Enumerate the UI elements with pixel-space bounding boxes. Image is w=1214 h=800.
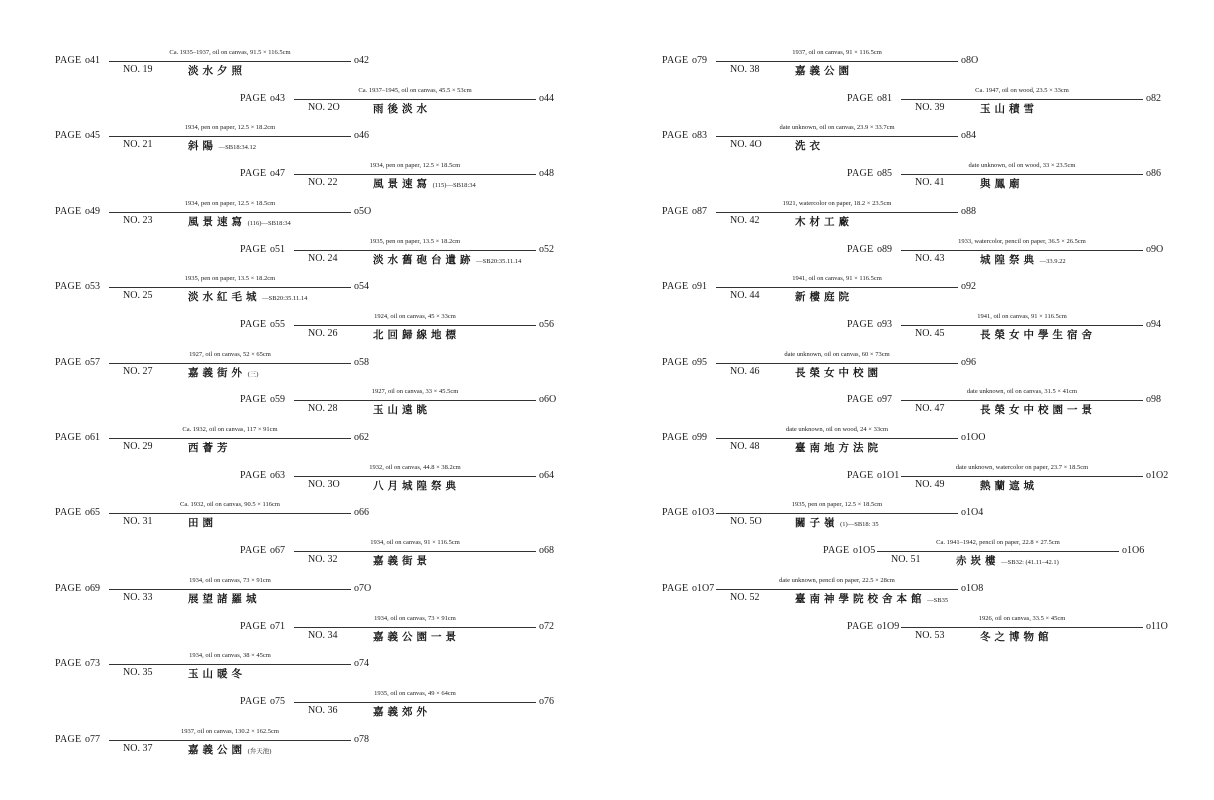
catalog-entry bbox=[662, 275, 1182, 311]
artwork-title: 冬之博物館 bbox=[980, 631, 1053, 643]
page-start: o55 bbox=[270, 318, 285, 330]
leader-rule bbox=[294, 325, 536, 326]
page-end: o7O bbox=[354, 582, 372, 594]
leader-rule bbox=[294, 702, 536, 703]
leader-rule bbox=[294, 250, 536, 251]
page-start: o1O7 bbox=[692, 582, 715, 594]
leader-rule bbox=[716, 513, 958, 514]
leader-rule bbox=[109, 740, 351, 741]
artwork-number: NO. 21 bbox=[123, 139, 153, 151]
leader-rule bbox=[109, 363, 351, 364]
artwork-title: 淡水紅毛城 —SB20:35.11.14 bbox=[188, 292, 308, 304]
leader-rule bbox=[294, 99, 536, 100]
page-label: PAGE bbox=[662, 205, 689, 217]
leader-rule bbox=[716, 287, 958, 288]
page-start: o73 bbox=[85, 658, 100, 670]
artwork-details: Ca. 1937–1945, oil on canvas, 45.5 × 53cm bbox=[358, 86, 472, 94]
page-start: o1O3 bbox=[692, 507, 715, 519]
page-start: o1O9 bbox=[877, 620, 900, 632]
page-end: o1OO bbox=[961, 432, 986, 443]
artwork-details: 1937, oil on canvas, 91 × 116.5cm bbox=[792, 49, 882, 56]
artwork-note: —SB32: (41.11–42.1) bbox=[999, 559, 1059, 567]
page-label: PAGE bbox=[662, 356, 689, 368]
artwork-number: NO. 45 bbox=[915, 327, 945, 339]
catalog-entry bbox=[240, 689, 760, 726]
artwork-title: 洗衣 bbox=[795, 141, 824, 153]
page-end: o98 bbox=[1146, 394, 1161, 406]
page-label: PAGE bbox=[240, 620, 267, 632]
catalog-entry bbox=[240, 312, 760, 349]
page-label: PAGE bbox=[662, 130, 689, 142]
leader-rule bbox=[109, 513, 351, 514]
artwork-details: 1935, pen on paper, 13.5 × 18.2cm bbox=[184, 275, 276, 283]
artwork-number: NO. 35 bbox=[123, 667, 153, 679]
artwork-title: 西薈芳 bbox=[188, 443, 232, 454]
page-end: o1O8 bbox=[961, 582, 984, 594]
page-label: PAGE bbox=[847, 243, 874, 255]
page-start: o79 bbox=[692, 55, 707, 66]
page-end: o54 bbox=[354, 281, 369, 293]
artwork-number: NO. 38 bbox=[730, 64, 760, 75]
page-end: o52 bbox=[539, 243, 554, 255]
page-label: PAGE bbox=[55, 281, 82, 293]
page-label: PAGE bbox=[662, 281, 689, 293]
page-start: o47 bbox=[270, 168, 285, 180]
artwork-title: 展望諸羅城 bbox=[188, 593, 261, 605]
artwork-number: NO. 19 bbox=[123, 64, 153, 75]
leader-rule bbox=[716, 136, 958, 137]
page-end: o94 bbox=[1146, 318, 1161, 330]
artwork-number: NO. 32 bbox=[308, 554, 338, 566]
page-end: o84 bbox=[961, 130, 976, 142]
artwork-details: date unknown, oil on canvas, 31.5 × 41cm bbox=[966, 388, 1078, 396]
leader-rule bbox=[716, 212, 958, 213]
artwork-number: NO. 24 bbox=[308, 252, 338, 264]
catalog-entry bbox=[240, 614, 760, 651]
artwork-title: 木材工廠 bbox=[795, 216, 853, 228]
artwork-number: NO. 48 bbox=[730, 441, 760, 452]
artwork-details: date unknown, oil on wood, 33 × 23.5cm bbox=[968, 162, 1076, 170]
page-end: o86 bbox=[1146, 168, 1161, 180]
page-end: o58 bbox=[354, 356, 369, 368]
artwork-title: 風景速寫 (116)—SB18:34 bbox=[188, 216, 291, 228]
page-end: o8O bbox=[961, 55, 979, 66]
page-start: o69 bbox=[85, 582, 100, 594]
leader-rule bbox=[109, 589, 351, 590]
page-start: o57 bbox=[85, 356, 100, 368]
page-end: o96 bbox=[961, 356, 976, 368]
leader-rule bbox=[716, 61, 958, 62]
artwork-details: Ca. 1932, oil on canvas, 90.5 × 116cm bbox=[179, 501, 280, 509]
page-start: o43 bbox=[270, 92, 285, 104]
artwork-number: NO. 4O bbox=[730, 139, 762, 151]
artwork-number: NO. 36 bbox=[308, 704, 338, 716]
page-label: PAGE bbox=[55, 432, 82, 443]
artwork-title: 田園 bbox=[188, 518, 217, 530]
leader-rule bbox=[877, 551, 1119, 552]
page-label: PAGE bbox=[240, 243, 267, 255]
catalog-entry bbox=[55, 124, 575, 160]
artwork-details: date unknown, oil on canvas, 23.9 × 33.7cm bbox=[779, 124, 895, 132]
artwork-details: 1935, pen on paper, 13.5 × 18.2cm bbox=[369, 237, 461, 245]
artwork-details: 1934, oil on canvas, 91 × 116.5cm bbox=[370, 539, 460, 547]
artwork-number: NO. 26 bbox=[308, 327, 338, 339]
artwork-title: 嘉義郊外 bbox=[373, 706, 431, 718]
artwork-title: 赤崁樓 —SB32: (41.11–42.1) bbox=[956, 556, 1059, 568]
page-label: PAGE bbox=[240, 469, 267, 481]
page-label: PAGE bbox=[55, 55, 82, 66]
artwork-title: 臺南神學院校舍本館 —SB35 bbox=[795, 593, 949, 605]
page-start: o1O1 bbox=[877, 469, 900, 481]
page-label: PAGE bbox=[662, 582, 689, 594]
page-label: PAGE bbox=[240, 695, 267, 707]
page-end: o56 bbox=[539, 318, 554, 330]
page-start: o49 bbox=[85, 205, 100, 217]
leader-rule bbox=[109, 664, 351, 665]
artwork-title: 嘉義街外 (三) bbox=[188, 367, 259, 379]
catalog-entry bbox=[847, 86, 1214, 123]
artwork-details: 1921, watercolor on paper, 18.2 × 23.5cm bbox=[782, 199, 892, 207]
artwork-details: 1933, watercolor, pencil on paper, 36.5 × 26.5cm bbox=[958, 237, 1086, 245]
artwork-details: 1935, pen on paper, 12.5 × 18.5cm bbox=[791, 501, 883, 509]
page-end: o48 bbox=[539, 168, 554, 180]
page-start: o91 bbox=[692, 281, 707, 293]
page-start: o71 bbox=[270, 620, 285, 632]
page-start: o83 bbox=[692, 130, 707, 142]
artwork-details: 1934, oil on canvas, 73 × 91cm bbox=[189, 576, 271, 584]
page-end: o74 bbox=[354, 658, 369, 670]
artwork-number: NO. 47 bbox=[915, 403, 945, 415]
artwork-details: 1924, oil on canvas, 45 × 33cm bbox=[374, 312, 456, 320]
page-start: o67 bbox=[270, 545, 285, 557]
artwork-details: 1941, oil on canvas, 91 × 116.5cm bbox=[792, 275, 882, 283]
leader-rule bbox=[901, 325, 1143, 326]
page-end: o11O bbox=[1146, 620, 1168, 632]
leader-rule bbox=[294, 627, 536, 628]
catalog-entry bbox=[240, 463, 760, 500]
catalog-entry bbox=[55, 727, 575, 764]
artwork-title: 淡水夕照 bbox=[188, 66, 246, 77]
artwork-number: NO. 31 bbox=[123, 516, 153, 528]
artwork-number: NO. 5O bbox=[730, 516, 762, 528]
catalog-entry bbox=[662, 49, 1182, 85]
page-start: o93 bbox=[877, 318, 892, 330]
catalog-entry bbox=[662, 350, 1182, 387]
artwork-title: 玉山積雪 bbox=[980, 103, 1038, 115]
artwork-number: NO. 25 bbox=[123, 290, 153, 302]
artwork-details: 1927, oil on canvas, 33 × 45.5cm bbox=[371, 388, 459, 396]
leader-rule bbox=[901, 627, 1143, 628]
artwork-number: NO. 41 bbox=[915, 177, 945, 189]
artwork-title: 嘉義公園 bbox=[795, 66, 853, 77]
page-label: PAGE bbox=[847, 620, 874, 632]
page-end: o5O bbox=[354, 205, 372, 217]
catalog-entry bbox=[823, 539, 1214, 575]
artwork-title: 玉山暖冬 bbox=[188, 669, 246, 681]
catalog-entry bbox=[847, 162, 1214, 198]
artwork-title: 長榮女中校園一景 bbox=[980, 405, 1096, 417]
catalog-entry bbox=[662, 576, 1182, 613]
artwork-title: 北回歸線地標 bbox=[373, 329, 460, 341]
page-label: PAGE bbox=[55, 733, 82, 745]
page-start: o63 bbox=[270, 469, 285, 481]
page-end: o68 bbox=[539, 545, 554, 557]
catalog-entry bbox=[55, 652, 575, 688]
artwork-details: Ca. 1941–1942, pencil on paper, 22.8 × 27.5cm bbox=[936, 539, 1060, 547]
artwork-title: 長榮女中校園 bbox=[795, 367, 882, 379]
artwork-details: date unknown, pencil on paper, 22.5 × 28cm bbox=[779, 576, 895, 584]
leader-rule bbox=[109, 438, 351, 439]
catalog-entry bbox=[55, 275, 575, 311]
page-start: o1O5 bbox=[853, 545, 876, 557]
artwork-details: Ca. 1932, oil on canvas, 117 × 91cm bbox=[182, 426, 278, 433]
page-end: o76 bbox=[539, 695, 554, 707]
page-start: o85 bbox=[877, 168, 892, 180]
page-end: o92 bbox=[961, 281, 976, 293]
page-start: o99 bbox=[692, 432, 707, 443]
artwork-details: 1934, pen on paper, 12.5 × 18.5cm bbox=[184, 199, 276, 207]
artwork-details: 1935, oil on canvas, 49 × 64cm bbox=[374, 689, 456, 697]
page-start: o45 bbox=[85, 130, 100, 142]
catalog-entry bbox=[240, 388, 760, 424]
leader-rule bbox=[109, 287, 351, 288]
artwork-number: NO. 3O bbox=[308, 478, 340, 490]
artwork-details: Ca. 1947, oil on wood, 23.5 × 33cm bbox=[975, 86, 1069, 94]
artwork-title: 嘉義公園 (弁天池) bbox=[188, 744, 272, 756]
catalog-entry bbox=[55, 199, 575, 236]
page-end: o62 bbox=[354, 432, 369, 443]
catalog-entry bbox=[240, 539, 760, 575]
page-label: PAGE bbox=[55, 205, 82, 217]
artwork-number: NO. 29 bbox=[123, 441, 153, 452]
artwork-number: NO. 43 bbox=[915, 252, 945, 264]
page-start: o41 bbox=[85, 55, 100, 66]
page-label: PAGE bbox=[847, 92, 874, 104]
artwork-note: (三) bbox=[246, 370, 259, 378]
artwork-title: 新樓庭院 bbox=[795, 292, 853, 304]
artwork-number: NO. 28 bbox=[308, 403, 338, 415]
artwork-title: 臺南地方法院 bbox=[795, 443, 882, 454]
artwork-details: 1926, oil on canvas, 33.5 × 45cm bbox=[978, 614, 1066, 622]
artwork-title: 與鳳廟 bbox=[980, 179, 1024, 191]
page-label: PAGE bbox=[823, 545, 850, 557]
leader-rule bbox=[901, 476, 1143, 477]
leader-rule bbox=[109, 136, 351, 137]
catalog-entry bbox=[662, 501, 1182, 537]
page-label: PAGE bbox=[847, 168, 874, 180]
artwork-details: 1937, oil on canvas, 130.2 × 162.5cm bbox=[181, 727, 279, 735]
catalog-entry bbox=[55, 576, 575, 613]
page-start: o95 bbox=[692, 356, 707, 368]
artwork-number: NO. 46 bbox=[730, 365, 760, 377]
artwork-details: date unknown, watercolor on paper, 23.7 × 18.5cm bbox=[955, 463, 1089, 471]
artwork-title: 嘉義街景 bbox=[373, 556, 431, 568]
leader-rule bbox=[901, 250, 1143, 251]
leader-rule bbox=[294, 174, 536, 175]
page-label: PAGE bbox=[55, 658, 82, 670]
artwork-details: 1927, oil on canvas, 52 × 65cm bbox=[189, 350, 271, 358]
artwork-note: —SB18:34.12 bbox=[217, 144, 257, 152]
page-label: PAGE bbox=[55, 356, 82, 368]
artwork-title: 斜陽 —SB18:34.12 bbox=[188, 141, 257, 153]
artwork-title: 風景速寫 (115)—SB18:34 bbox=[373, 179, 476, 191]
page-start: o51 bbox=[270, 243, 285, 255]
leader-rule bbox=[901, 99, 1143, 100]
page-label: PAGE bbox=[240, 318, 267, 330]
catalog-entry bbox=[240, 86, 760, 123]
catalog-entry bbox=[847, 388, 1214, 424]
artwork-number: NO. 33 bbox=[123, 591, 153, 603]
catalog-entry bbox=[240, 162, 760, 198]
page-start: o87 bbox=[692, 205, 707, 217]
artwork-number: NO. 2O bbox=[308, 101, 340, 113]
artwork-details: 1934, oil on canvas, 38 × 45cm bbox=[189, 652, 271, 660]
page-end: o64 bbox=[539, 469, 554, 481]
page-end: o44 bbox=[539, 92, 554, 104]
page-start: o65 bbox=[85, 507, 100, 519]
catalog-entry bbox=[847, 312, 1214, 349]
page-start: o59 bbox=[270, 394, 285, 406]
catalog-entry bbox=[662, 124, 1182, 160]
artwork-note: (115)—SB18:34 bbox=[431, 182, 476, 190]
leader-rule bbox=[901, 174, 1143, 175]
artwork-title: 長榮女中學生宿舍 bbox=[980, 329, 1096, 341]
page-end: o9O bbox=[1146, 243, 1164, 255]
page-start: o81 bbox=[877, 92, 892, 104]
artwork-note: (1)—SB18: 35 bbox=[838, 521, 879, 529]
artwork-details: date unknown, oil on canvas, 60 × 73cm bbox=[784, 350, 890, 358]
leader-rule bbox=[901, 400, 1143, 401]
page-start: o77 bbox=[85, 733, 100, 745]
page-end: o46 bbox=[354, 130, 369, 142]
artwork-number: NO. 34 bbox=[308, 629, 338, 641]
artwork-note: —SB35 bbox=[925, 596, 949, 604]
page-label: PAGE bbox=[662, 55, 689, 66]
artwork-note: (弁天池) bbox=[246, 747, 272, 755]
artwork-number: NO. 52 bbox=[730, 591, 760, 603]
page-label: PAGE bbox=[240, 92, 267, 104]
page-start: o97 bbox=[877, 394, 892, 406]
page-label: PAGE bbox=[240, 394, 267, 406]
page-label: PAGE bbox=[240, 168, 267, 180]
catalog-entry bbox=[847, 463, 1214, 500]
page-end: o72 bbox=[539, 620, 554, 632]
catalog-entry bbox=[55, 350, 575, 387]
catalog-entry bbox=[55, 501, 575, 537]
page-start: o61 bbox=[85, 432, 100, 443]
artwork-title: 關子嶺 (1)—SB18: 35 bbox=[795, 518, 879, 530]
artwork-details: 1934, oil on canvas, 73 × 91cm bbox=[374, 614, 456, 622]
artwork-note: —SB20:35.11.14 bbox=[474, 257, 522, 265]
page-label: PAGE bbox=[55, 130, 82, 142]
page-end: o42 bbox=[354, 55, 369, 66]
artwork-title: 城隍祭典 —33.9.22 bbox=[980, 254, 1066, 266]
page-start: o53 bbox=[85, 281, 100, 293]
page-end: o88 bbox=[961, 205, 976, 217]
artwork-title: 雨後淡水 bbox=[373, 103, 431, 115]
artwork-title: 八月城隍祭典 bbox=[373, 480, 460, 492]
artwork-number: NO. 27 bbox=[123, 365, 153, 377]
leader-rule bbox=[716, 438, 958, 439]
artwork-number: NO. 53 bbox=[915, 629, 945, 641]
page-label: PAGE bbox=[847, 318, 874, 330]
artwork-number: NO. 39 bbox=[915, 101, 945, 113]
leader-rule bbox=[109, 61, 351, 62]
page-end: o78 bbox=[354, 733, 369, 745]
page-label: PAGE bbox=[240, 545, 267, 557]
artwork-note: —33.9.22 bbox=[1038, 257, 1066, 265]
page-end: o66 bbox=[354, 507, 369, 519]
artwork-note: —SB20:35.11.14 bbox=[260, 295, 308, 303]
page-label: PAGE bbox=[55, 507, 82, 519]
leader-rule bbox=[294, 551, 536, 552]
leader-rule bbox=[716, 363, 958, 364]
catalog-entry bbox=[662, 199, 1182, 236]
catalog-entry bbox=[55, 426, 575, 462]
catalog-entry bbox=[847, 237, 1214, 274]
artwork-details: Ca. 1935–1937, oil on canvas, 91.5 × 116.5cm bbox=[169, 49, 291, 56]
page-end: o1O4 bbox=[961, 507, 984, 519]
artwork-number: NO. 37 bbox=[123, 742, 153, 754]
artwork-title: 嘉義公園一景 bbox=[373, 631, 460, 643]
page-label: PAGE bbox=[847, 394, 874, 406]
artwork-note: (116)—SB18:34 bbox=[246, 219, 291, 227]
page-end: o1O6 bbox=[1122, 545, 1145, 557]
leader-rule bbox=[716, 589, 958, 590]
leader-rule bbox=[109, 212, 351, 213]
page-end: o82 bbox=[1146, 92, 1161, 104]
artwork-number: NO. 23 bbox=[123, 214, 153, 226]
artwork-number: NO. 49 bbox=[915, 478, 945, 490]
catalog-entry bbox=[55, 49, 575, 85]
catalog-entry bbox=[662, 426, 1182, 462]
page-start: o89 bbox=[877, 243, 892, 255]
page-label: PAGE bbox=[662, 507, 689, 519]
catalog-entry bbox=[240, 237, 760, 274]
artwork-number: NO. 44 bbox=[730, 290, 760, 302]
artwork-details: date unknown, oil on wood, 24 × 33cm bbox=[785, 426, 889, 433]
artwork-details: 1934, pen on paper, 12.5 × 18.5cm bbox=[369, 162, 461, 170]
artwork-details: 1932, oil on canvas, 44.8 × 38.2cm bbox=[369, 463, 461, 471]
artwork-details: 1941, oil on canvas, 91 × 116.5cm bbox=[977, 312, 1067, 320]
artwork-number: NO. 51 bbox=[891, 554, 921, 566]
artwork-title: 玉山遠眺 bbox=[373, 405, 431, 417]
catalog-entry bbox=[847, 614, 1214, 651]
artwork-details: 1934, pen on paper, 12.5 × 18.2cm bbox=[184, 124, 276, 132]
page-label: PAGE bbox=[55, 582, 82, 594]
page-label: PAGE bbox=[662, 432, 689, 443]
page-end: o6O bbox=[539, 394, 557, 406]
page-end: o1O2 bbox=[1146, 469, 1169, 481]
artwork-number: NO. 42 bbox=[730, 214, 760, 226]
leader-rule bbox=[294, 400, 536, 401]
page-label: PAGE bbox=[847, 469, 874, 481]
artwork-title: 熱蘭遮城 bbox=[980, 480, 1038, 492]
leader-rule bbox=[294, 476, 536, 477]
artwork-number: NO. 22 bbox=[308, 177, 338, 189]
page-start: o75 bbox=[270, 695, 285, 707]
artwork-title: 淡水舊砲台遺跡 —SB20:35.11.14 bbox=[373, 254, 522, 266]
